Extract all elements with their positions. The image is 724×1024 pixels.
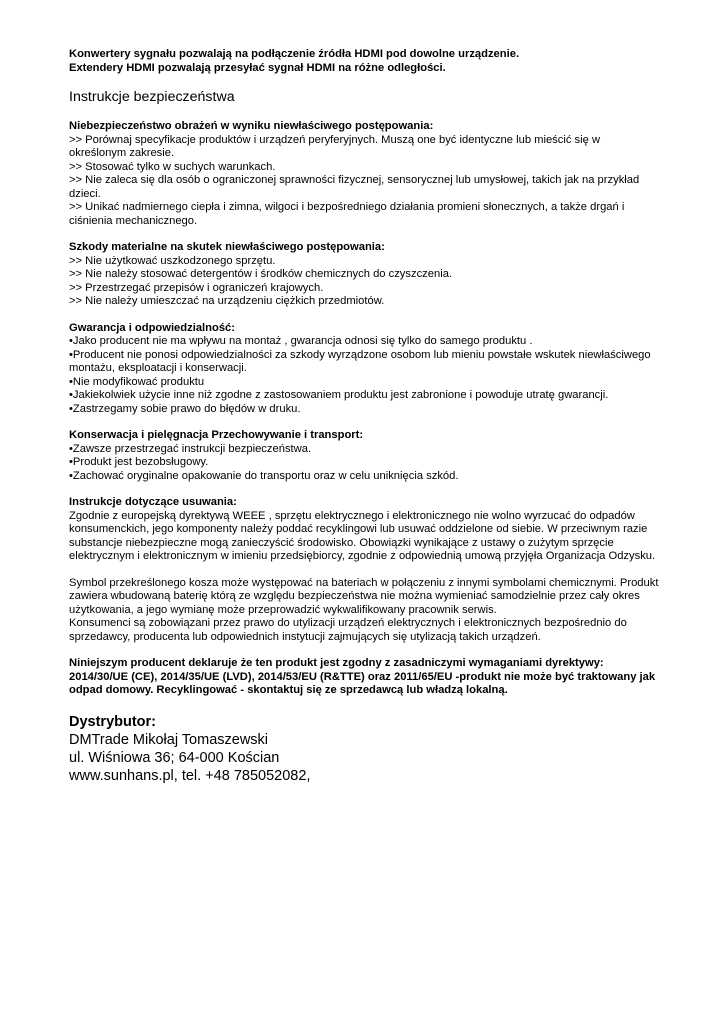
distributor-contact: www.sunhans.pl, tel. +48 785052082, <box>69 767 311 784</box>
declaration: Niniejszym producent deklaruje że ten produkt jest zgodny z zasadniczymi wymaganiami dyrektywy: 2014/30/UE (CE), 2014/35/UE (LVD), 2014/53/EU (R&TTE) oraz 2011/65/EU -produkt nie może być traktowany jak odpad domowy. Recyklingować - skontaktuj się ze sprzedawcą lub władzą lokalną. <box>69 657 656 696</box>
document-content <box>69 48 659 785</box>
disposal-paragraph: Konsumenci są zobowiązani przez prawo do utylizacji urządzeń elektrycznych i elektronicznych bezpośrednio do sprzedawcy, producenta lub odpowiednich instytucji zajmujących się utylizacją takich urządzeń. <box>69 617 627 643</box>
intro-line: Extendery HDMI pozwalają przesyłać sygnał HDMI na różne odległości. <box>69 61 446 74</box>
section-heading: Niebezpieczeństwo obrażeń w wyniku niewłaściwego postępowania: <box>69 120 434 132</box>
intro-line: Konwertery sygnału pozwalają na podłączenie źródła HDMI pod dowolne urządzenie. <box>69 48 520 60</box>
list-item: >> Nie należy umieszczać na urządzeniu ciężkich przedmiotów. <box>69 295 385 307</box>
list-item: •Zachować oryginalne opakowanie do transportu oraz w celu uniknięcia szkód. <box>69 469 459 482</box>
intro-block <box>69 48 659 75</box>
distributor-name: DMTrade Mikołaj Tomaszewski <box>69 731 269 748</box>
safety-heading: Instrukcje bezpieczeństwa <box>69 89 235 105</box>
list-item: •Jakiekolwiek użycie inne niż zgodne z zastosowaniem produktu jest zabronione i powoduje utratę gwarancji. <box>69 389 609 401</box>
section-warranty <box>69 322 659 417</box>
list-item: •Producent nie ponosi odpowiedzialności za szkody wyrządzone osobom lub mieniu powstałe wskutek niewłaściwego montażu, eksploatacji i konserwacji. <box>69 348 651 374</box>
list-item: •Nie modyfikować produktu <box>69 375 205 388</box>
list-item: >> Nie należy stosować detergentów i środków chemicznych do czyszczenia. <box>69 268 453 280</box>
list-item: >> Unikać nadmiernego ciepła i zimna, wilgoci i bezpośredniego działania promieni słonecznych, a także drgań i ciśnienia mechanicznego. <box>69 201 625 227</box>
list-item: •Zastrzegamy sobie prawo do błędów w druku. <box>69 402 301 415</box>
section-maintenance <box>69 429 659 483</box>
list-item: •Zawsze przestrzegać instrukcji bezpieczeństwa. <box>69 442 312 455</box>
list-item: >> Porównaj specyfikacje produktów i urządzeń peryferyjnych. Muszą one być identyczne lub mieścić się w określonym zakresie. <box>69 133 601 159</box>
section-disposal <box>69 496 659 644</box>
distributor-block <box>69 714 659 785</box>
list-item: •Produkt jest bezobsługowy. <box>69 456 209 468</box>
list-item: •Jako producent nie ma wpływu na montaż , gwarancja odnosi się tylko do samego produktu . <box>69 335 533 347</box>
list-item: >> Przestrzegać przepisów i ograniczeń krajowych. <box>69 281 324 294</box>
list-item: >> Nie zaleca się dla osób o ograniczonej sprawności fizycznej, sensorycznej lub umysłowej, takich jak na przykład dzieci. <box>69 174 640 200</box>
list-item: >> Stosować tylko w suchych warunkach. <box>69 160 276 173</box>
section-heading: Gwarancja i odpowiedzialność: <box>69 321 235 334</box>
disposal-paragraph: Zgodnie z europejską dyrektywą WEEE , sprzętu elektrycznego i elektronicznego nie wolno wyrzucać do odpadów konsumenckich, jego komponenty należy poddać recyklingowi lub usuwać oddzielone od siebie. W przeciwnym razie substancje niebezpieczne mogą zanieczyścić środowisko. Obowiązki wynikające z ustawy o zużytym sprzęcie elektrycznym i elektronicznym w imieniu przedsiębiorcy, zgodnie z odpowiednią umową przyjęła Organizacja Odzysku. <box>69 509 656 562</box>
section-heading: Instrukcje dotyczące usuwania: <box>69 496 237 508</box>
disposal-paragraph: Symbol przekreślonego kosza może występować na bateriach w połączeniu z innymi symbolami chemicznymi. Produkt zawiera wbudowaną baterię którą ze względu bezpieczeństwa nie można wymieniać samodzielnie przez cały okres użytkowania, a jego wymianę może przeprowadzić wykwalifikowany pracownik serwis. <box>69 576 659 616</box>
distributor-title: Dystrybutor: <box>69 713 157 730</box>
section-injury <box>69 120 659 228</box>
section-heading: Konserwacja i pielęgnacja Przechowywanie i transport: <box>69 429 364 441</box>
section-material-damage <box>69 241 659 309</box>
section-heading: Szkody materialne na skutek niewłaściwego postępowania: <box>69 241 385 253</box>
distributor-address: ul. Wiśniowa 36; 64-000 Kościan <box>69 749 280 766</box>
list-item: >> Nie użytkować uszkodzonego sprzętu. <box>69 254 276 267</box>
